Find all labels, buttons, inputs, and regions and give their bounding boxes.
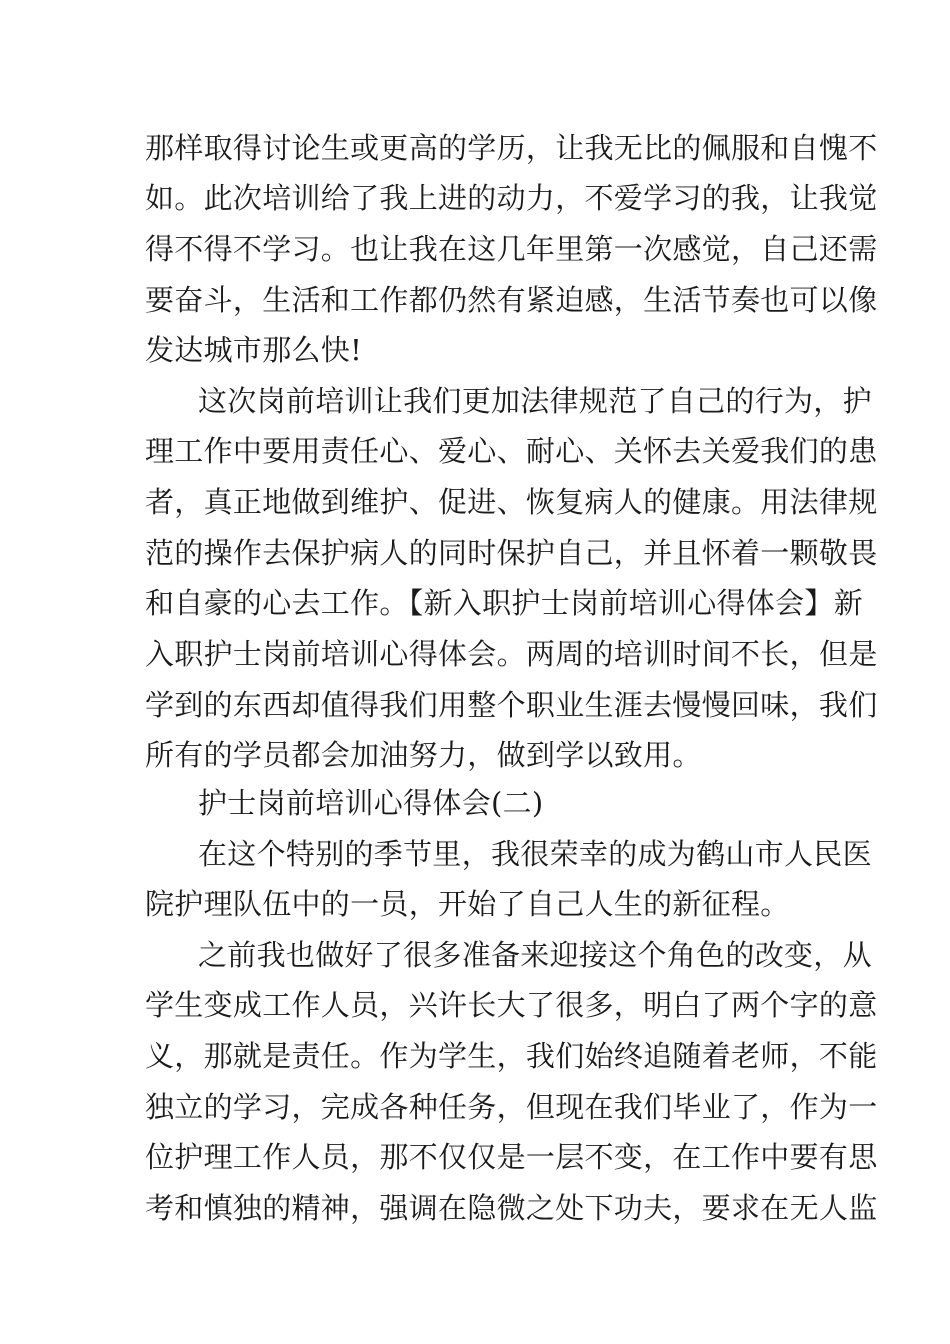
- text-line: 学生变成工作人员，兴许长大了很多，明白了两个字的意: [145, 988, 878, 1022]
- text-line: 要奋斗，生活和工作都仍然有紧迫感，生活节奏也可以像: [145, 283, 878, 317]
- text-line: 位护理工作人员，那不仅仅是一层不变，在工作中要有思: [145, 1140, 878, 1174]
- text-line: 和自豪的心去工作。【新入职护士岗前培训心得体会】新: [145, 586, 864, 620]
- text-line: 义，那就是责任。作为学生，我们始终追随着老师，不能: [145, 1039, 878, 1073]
- text-line: 入职护士岗前培训心得体会。两周的培训时间不长，但是: [145, 637, 878, 671]
- text-line: 者，真正地做到维护、促进、恢复病人的健康。用法律规: [145, 485, 878, 519]
- paragraph-first-line: 这次岗前培训让我们更加法律规范了自己的行为，护: [198, 384, 872, 418]
- text-line: 发达城市那么快!: [145, 333, 363, 367]
- paragraph-first-line: 之前我也做好了很多准备来迎接这个角色的改变，从: [198, 938, 872, 972]
- paragraph-first-line: 在这个特别的季节里，我很荣幸的成为鹤山市人民医: [198, 837, 872, 871]
- text-line: 独立的学习，完成各种任务，但现在我们毕业了，作为一: [145, 1090, 878, 1124]
- text-line: 得不得不学习。也让我在这几年里第一次感觉，自己还需: [145, 232, 878, 266]
- text-line: 如。此次培训给了我上进的动力，不爱学习的我，让我觉: [145, 181, 878, 215]
- text-line: 理工作中要用责任心、爱心、耐心、关怀去关爱我们的患: [145, 434, 878, 468]
- text-line: 那样取得讨论生或更高的学历，让我无比的佩服和自愧不: [145, 131, 878, 165]
- text-line: 院护理队伍中的一员，开始了自己人生的新征程。: [145, 887, 790, 921]
- section-heading: 护士岗前培训心得体会(二): [198, 786, 544, 820]
- text-line: 范的操作去保护病人的同时保护自己，并且怀着一颗敬畏: [145, 536, 878, 570]
- text-line: 学到的东西却值得我们用整个职业生涯去慢慢回味，我们: [145, 688, 878, 722]
- text-line: 考和慎独的精神，强调在隐微之处下功夫，要求在无人监: [145, 1191, 878, 1225]
- text-line: 所有的学员都会加油努力，做到学以致用。: [145, 738, 702, 772]
